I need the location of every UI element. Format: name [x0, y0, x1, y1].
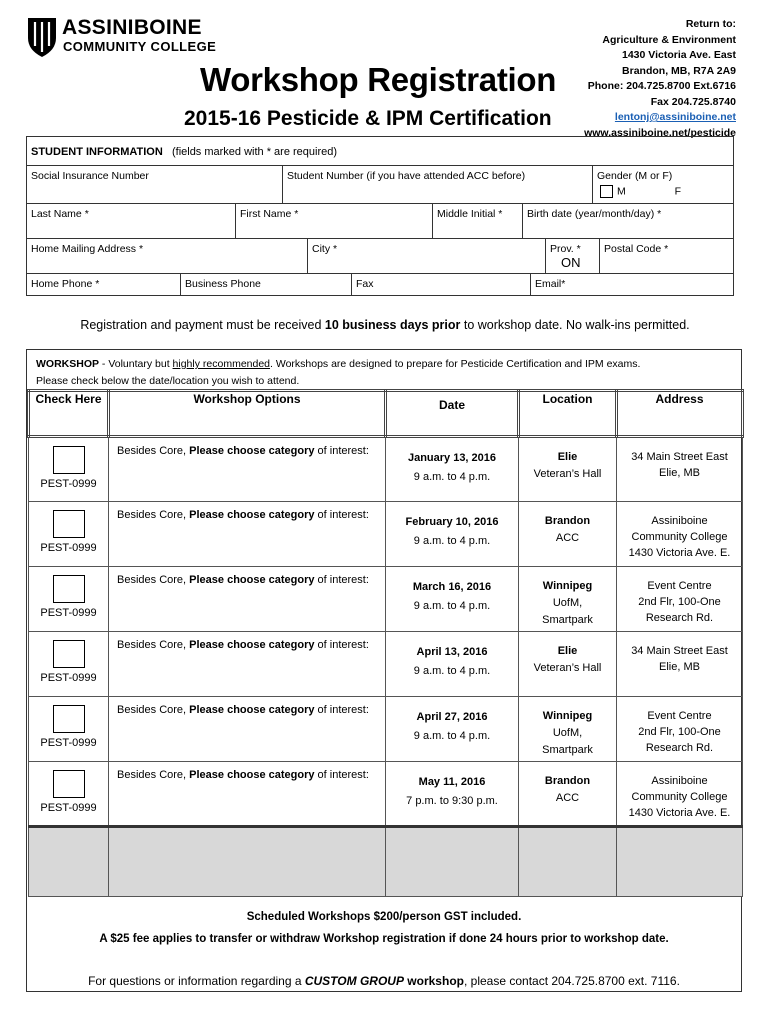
- course-code: PEST-0999: [40, 607, 97, 619]
- workshop-venue: Veteran’s Hall: [533, 468, 602, 480]
- workshop-date: March 16, 2016: [412, 581, 492, 593]
- workshop-row: [29, 632, 743, 697]
- postal-code-field[interactable]: Postal Code *: [604, 243, 669, 255]
- college-crest-icon: [26, 16, 58, 58]
- workshop-row: [29, 567, 743, 632]
- page-title: Workshop Registration: [200, 61, 557, 98]
- workshop-option-cell[interactable]: Besides Core, Please choose category of interest:: [109, 567, 386, 632]
- workshop-date: April 13, 2016: [416, 646, 488, 658]
- college-logo: [26, 16, 226, 60]
- workshop-row: [29, 437, 743, 502]
- blank-cell[interactable]: [109, 827, 386, 897]
- first-name-field[interactable]: First Name *: [236, 204, 433, 238]
- workshop-option-cell[interactable]: Besides Core, Please choose category of interest:: [109, 437, 386, 502]
- return-web[interactable]: www.assiniboine.net/pesticide: [584, 126, 736, 139]
- workshop-city: Elie: [557, 645, 578, 657]
- city-field[interactable]: City *: [308, 239, 546, 273]
- workshop-option-cell[interactable]: Besides Core, Please choose category of interest:: [109, 632, 386, 697]
- workshop-date-cell: [386, 697, 519, 762]
- workshop-checkbox[interactable]: [53, 770, 85, 798]
- course-code: PEST-0999: [40, 802, 97, 814]
- workshop-time: 9 a.m. to 4 p.m.: [413, 471, 491, 483]
- transfer-fee-line: A $25 fee applies to transfer or withdraw Workshop registration if done 24 hours prior to workshop date.: [99, 933, 669, 945]
- course-code: PEST-0999: [40, 478, 97, 490]
- workshop-venue: UofM, Smartpark: [542, 597, 593, 626]
- blank-cell[interactable]: [386, 827, 519, 897]
- fee-line: Scheduled Workshops $200/person GST included.: [246, 911, 522, 923]
- workshop-time: 7 p.m. to 9:30 p.m.: [406, 795, 498, 807]
- workshop-time: 9 a.m. to 4 p.m.: [413, 535, 491, 547]
- workshop-option-cell[interactable]: Besides Core, Please choose category of interest:: [109, 697, 386, 762]
- course-code: PEST-0999: [40, 542, 97, 554]
- workshop-date: May 11, 2016: [418, 776, 486, 788]
- workshop-time: 9 a.m. to 4 p.m.: [413, 665, 491, 677]
- workshop-date: April 27, 2016: [416, 711, 488, 723]
- gender-options: M F: [600, 185, 681, 198]
- workshop-checkbox[interactable]: [53, 705, 85, 733]
- workshop-row: [29, 697, 743, 762]
- return-phone: Phone: 204.725.8700 Ext.6716: [587, 80, 736, 92]
- check-cell: [29, 697, 109, 762]
- workshop-address-cell: Assiniboine Community College 1430 Victoria Ave. E.: [617, 502, 743, 567]
- check-cell: [29, 632, 109, 697]
- return-label: Return to:: [685, 18, 736, 30]
- workshop-location-cell: [519, 567, 617, 632]
- workshop-row: [29, 502, 743, 567]
- workshop-checkbox[interactable]: [53, 640, 85, 668]
- workshop-row: [29, 762, 743, 827]
- student-row-3: [27, 238, 733, 273]
- email-field[interactable]: Email*: [535, 278, 566, 290]
- workshop-city: Winnipeg: [542, 580, 593, 592]
- course-code: PEST-0999: [40, 737, 97, 749]
- return-fax: Fax 204.725.8740: [650, 95, 736, 108]
- student-row-1: [27, 165, 733, 203]
- workshop-address-cell: 34 Main Street East Elie, MB: [617, 437, 743, 502]
- check-cell: [29, 762, 109, 827]
- col-address: Address: [617, 391, 743, 437]
- custom-group-contact: For questions or information regarding a CUSTOM GROUP workshop, please contact 204.725.8700 ext. 7116.: [88, 974, 680, 988]
- workshop-address-cell: 34 Main Street East Elie, MB: [617, 632, 743, 697]
- student-row-2: [27, 203, 733, 238]
- logo-subtitle: COMMUNITY COLLEGE: [63, 39, 217, 54]
- workshop-address-cell: Event Centre 2nd Flr, 100-One Research Rd.: [617, 567, 743, 632]
- workshop-option-cell[interactable]: Besides Core, Please choose category of interest:: [109, 502, 386, 567]
- workshop-section: [26, 349, 742, 992]
- workshop-venue: ACC: [555, 792, 580, 804]
- col-check-here: Check Here: [29, 391, 109, 437]
- birth-date-field[interactable]: Birth date (year/month/day) *: [527, 208, 662, 220]
- province-value: ON: [561, 255, 581, 270]
- return-city: Brandon, MB, R7A 2A9: [622, 64, 736, 77]
- col-workshop-options: Workshop Options: [109, 391, 386, 437]
- last-name-field[interactable]: Last Name *: [27, 204, 236, 238]
- workshop-city: Brandon: [544, 515, 591, 527]
- return-dept: Agriculture & Environment: [602, 33, 736, 46]
- workshop-intro: WORKSHOP - Voluntary but highly recommended. Workshops are designed to prepare for Pesticide Certification and IPM exams. Please check below the date/location you wish to attend.: [36, 358, 641, 387]
- col-date: Date: [386, 391, 519, 437]
- check-cell: [29, 502, 109, 567]
- student-row-4: [27, 273, 733, 296]
- logo-wordmark: ASSINIBOINE: [62, 16, 202, 39]
- workshop-city: Elie: [557, 451, 578, 463]
- workshop-date-cell: [386, 502, 519, 567]
- workshop-table: [27, 389, 744, 897]
- workshop-location-cell: [519, 632, 617, 697]
- workshop-checkbox[interactable]: [53, 446, 85, 474]
- workshop-location-cell: [519, 697, 617, 762]
- check-cell: [29, 437, 109, 502]
- workshop-city: Brandon: [544, 775, 591, 787]
- business-phone-field[interactable]: Business Phone: [181, 274, 352, 296]
- province-field[interactable]: Prov. * ON: [546, 239, 600, 273]
- workshop-date: January 13, 2016: [407, 452, 497, 464]
- workshop-checkbox[interactable]: [53, 575, 85, 603]
- workshop-time: 9 a.m. to 4 p.m.: [413, 730, 491, 742]
- home-address-field[interactable]: Home Mailing Address *: [27, 239, 308, 273]
- workshop-date-cell: [386, 437, 519, 502]
- blank-cell[interactable]: [617, 827, 743, 897]
- middle-initial-field[interactable]: Middle Initial *: [433, 204, 523, 238]
- student-information-section: [26, 136, 734, 296]
- check-cell: [29, 567, 109, 632]
- workshop-location-cell: [519, 437, 617, 502]
- workshop-location-cell: [519, 762, 617, 827]
- workshop-city: Winnipeg: [542, 710, 593, 722]
- workshop-date: February 10, 2016: [405, 516, 499, 528]
- workshop-venue: Veteran’s Hall: [533, 662, 602, 674]
- student-number-field[interactable]: Student Number (if you have attended ACC before): [283, 166, 593, 203]
- blank-cell[interactable]: [29, 827, 109, 897]
- registration-notice: Registration and payment must be received 10 business days prior to workshop date. No walk-ins permitted.: [80, 318, 690, 332]
- workshop-time: 9 a.m. to 4 p.m.: [413, 600, 491, 612]
- gender-m-checkbox[interactable]: [600, 185, 613, 198]
- fax-field[interactable]: Fax: [352, 274, 531, 296]
- workshop-date-cell: [386, 762, 519, 827]
- col-location: Location: [519, 391, 617, 437]
- page-subtitle: 2015-16 Pesticide & IPM Certification: [184, 107, 552, 130]
- workshop-location-cell: [519, 502, 617, 567]
- gender-field[interactable]: Gender (M or F) M F: [597, 170, 682, 198]
- workshop-checkbox[interactable]: [53, 510, 85, 538]
- workshop-date-cell: [386, 632, 519, 697]
- sin-field[interactable]: Social Insurance Number: [27, 166, 283, 203]
- blank-cell[interactable]: [519, 827, 617, 897]
- return-email-link[interactable]: lentonj@assiniboine.net: [614, 111, 736, 123]
- blank-row: [29, 827, 743, 897]
- course-code: PEST-0999: [40, 672, 97, 684]
- return-street: 1430 Victoria Ave. East: [621, 49, 736, 61]
- student-info-heading: STUDENT INFORMATION (fields marked with * are required): [31, 146, 338, 158]
- workshop-venue: UofM, Smartpark: [542, 727, 593, 756]
- workshop-date-cell: [386, 567, 519, 632]
- workshop-address-cell: Event Centre 2nd Flr, 100-One Research Rd.: [617, 697, 743, 762]
- return-address-block: [584, 17, 736, 141]
- home-phone-field[interactable]: Home Phone *: [27, 274, 181, 296]
- workshop-option-cell[interactable]: Besides Core, Please choose category of interest:: [109, 762, 386, 827]
- workshop-venue: ACC: [555, 532, 580, 544]
- workshop-address-cell: Assiniboine Community College 1430 Victoria Ave. E.: [617, 762, 743, 827]
